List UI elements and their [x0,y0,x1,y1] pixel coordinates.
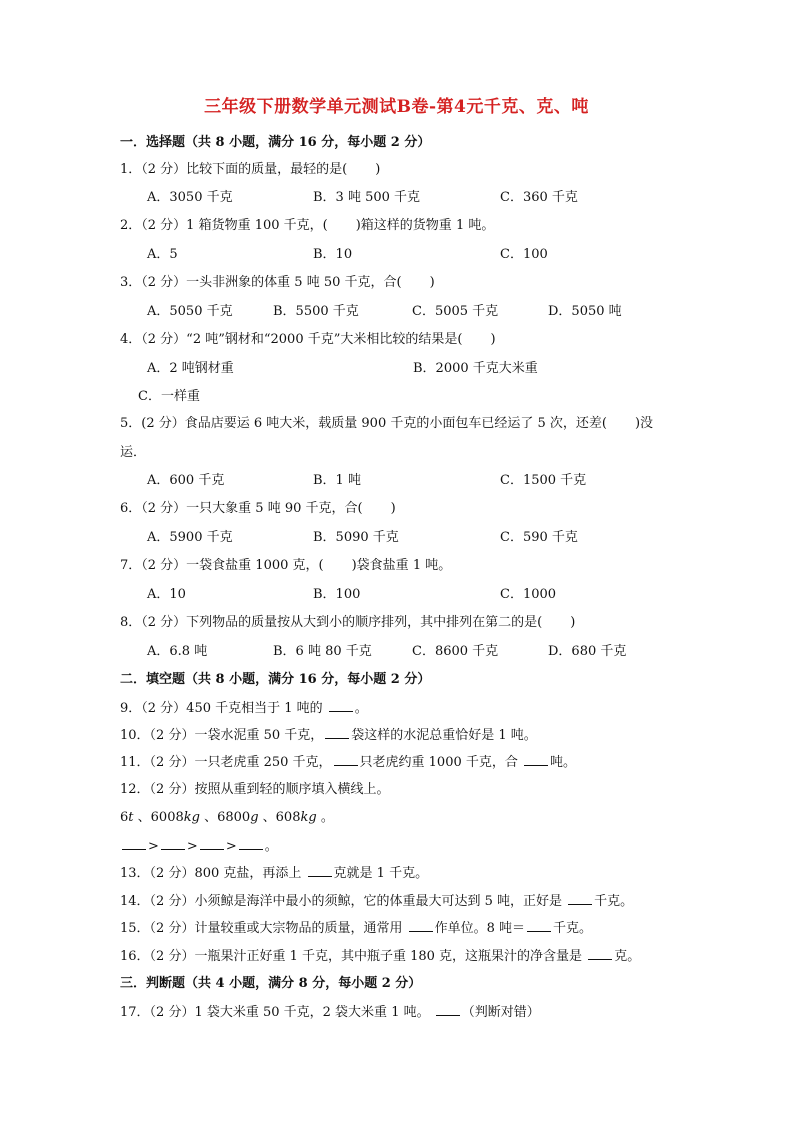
question-text: 作单位。8 吨＝ [434,921,525,936]
question-7 [120,557,451,575]
answer-blank[interactable] [436,1003,460,1016]
question-text: ) [375,162,381,177]
question-17 [120,1003,540,1022]
question-text: ) [390,501,396,516]
question-14 [120,892,633,911]
question-text: 10．（2 分）一袋水泥重 50 千克， [120,728,324,743]
answer-blank[interactable] [239,837,263,850]
question-text: 袋这样的水泥总重恰好是 1 吨。 [351,728,537,743]
question-text: 。 [354,701,368,716]
question-text: 4．（2 分）“2 吨”钢材和“2000 千克”大米相比较的结果是( [120,332,463,347]
question-16 [120,947,640,966]
option-c: C．5005 千克 [412,304,499,319]
question-text: 14．（2 分）小须鲸是海洋中最小的须鲸，它的体重最大可达到 5 吨，正好是 [120,894,562,909]
answer-blank[interactable] [524,753,548,766]
answer-blank[interactable] [329,699,353,712]
question-5-continued: 运． [120,445,147,460]
option-d: D．5050 吨 [548,304,622,319]
question-11 [120,753,576,772]
option-b: B．6 吨 80 千克 [273,644,372,659]
option-c: C．100 [500,247,548,262]
option-b: B．5500 千克 [273,304,359,319]
question-text: ) [429,275,435,290]
option-c: C．360 千克 [500,190,578,205]
question-13 [120,864,428,883]
question-15 [120,919,592,938]
answer-blank[interactable] [325,726,349,739]
option-c: C．590 千克 [500,530,578,545]
question-text: )箱这样的货物重 1 吨。 [355,218,495,233]
answer-blank[interactable] [200,837,224,850]
answer-blank[interactable] [334,753,358,766]
question-2 [120,217,494,235]
answer-blank[interactable] [588,947,612,960]
question-text: 5．(2 分）食品店要运 6 吨大米，载质量 900 千克的小面包车已经运了 5 次，还差( [120,416,607,431]
question-text: 7．（2 分）一袋食盐重 1000 克，( [120,558,324,573]
option-a: A．3050 千克 [147,190,233,205]
question-text: 17．（2 分）1 袋大米重 50 千克，2 袋大米重 1 吨。 [120,1005,430,1020]
option-b: B．10 [313,247,353,262]
greater-than: > [225,839,237,854]
option-c: C．8600 千克 [412,644,499,659]
question-4 [120,331,496,349]
answer-blank[interactable] [122,837,146,850]
section-heading-choice: 一．选择题（共 8 小题，满分 16 分，每小题 2 分） [120,135,431,150]
option-a: A．5 [147,247,178,262]
question-text: 3．（2 分）一头非洲象的体重 5 吨 50 千克，合( [120,275,402,290]
option-a: A．5900 千克 [147,530,233,545]
unit-text: kg [183,810,200,825]
option-c: C．1500 千克 [500,473,587,488]
question-text: 1．（2 分）比较下面的质量，最轻的是( [120,162,348,177]
question-text: 克。 [614,949,641,964]
question-6 [120,500,396,518]
question-text: 克就是 1 千克。 [333,866,429,881]
question-3 [120,274,435,292]
question-10 [120,726,537,745]
question-text: 13．（2 分）800 克盐，再添上 [120,866,302,881]
option-b: B．1 吨 [313,473,361,488]
option-b: B．5090 千克 [313,530,399,545]
value-text: 6 [120,810,129,825]
question-text: )没 [634,416,654,431]
question-text: 6．（2 分）一只大象重 5 吨 90 千克，合( [120,501,363,516]
section-heading-fill: 二．填空题（共 8 小题，满分 16 分，每小题 2 分） [120,672,431,687]
question-5 [120,415,653,433]
option-b: B．3 吨 500 千克 [313,190,421,205]
value-text: 。 [320,810,334,825]
option-b: B．2000 千克大米重 [413,361,538,376]
option-a: A．5050 千克 [147,304,233,319]
question-12-blanks [120,837,278,856]
greater-than: > [148,839,159,854]
option-a: A．600 千克 [147,473,225,488]
option-c: C．1000 [500,587,557,602]
question-text: 16．（2 分）一瓶果汁正好重 1 千克，其中瓶子重 180 克，这瓶果汁的净含量是 [120,949,583,964]
question-12-values [120,809,334,827]
value-text: 、6008 [137,810,184,825]
question-text: 吨。 [550,755,577,770]
value-text: 、6800 [204,810,251,825]
question-text: ) [490,332,496,347]
option-a: A．6.8 吨 [147,644,208,659]
question-1 [120,161,380,179]
question-text: )袋食盐重 1 吨。 [351,558,452,573]
answer-blank[interactable] [568,892,592,905]
page-title: 三年级下册数学单元测试B卷-第4元千克、克、吨 [204,97,589,117]
answer-blank[interactable] [308,864,332,877]
question-9 [120,699,368,718]
question-text: （判断对错） [461,1005,540,1020]
answer-blank[interactable] [527,919,551,932]
option-d: D．680 千克 [548,644,627,659]
option-b: B．100 [313,587,361,602]
question-12: 12．（2 分）按照从重到轻的顺序填入横线上。 [120,782,390,797]
question-text: 8．（2 分）下列物品的质量按从大到小的顺序排列，其中排列在第二的是( [120,615,543,630]
option-a: A．10 [147,587,186,602]
question-text: 9．（2 分）450 千克相当于 1 吨的 [120,701,323,716]
unit-text: kg [300,810,317,825]
section-heading-judge: 三．判断题（共 4 小题，满分 8 分，每小题 2 分） [120,976,422,991]
option-c: C．一样重 [138,389,200,404]
answer-blank[interactable] [409,919,433,932]
question-text: ) [570,615,576,630]
question-text: 15．（2 分）计量较重或大宗物品的质量，通常用 [120,921,403,936]
value-text: 、608 [262,810,301,825]
stop-mark: 。 [264,839,278,854]
unit-text: t [128,810,134,825]
greater-than: > [186,839,198,854]
question-text: 11．（2 分）一只老虎重 250 千克， [120,755,332,770]
question-8 [120,614,575,632]
unit-text: g [250,810,259,825]
option-a: A．2 吨钢材重 [147,361,234,376]
answer-blank[interactable] [161,837,185,850]
question-text: 只老虎约重 1000 千克，合 [359,755,518,770]
question-text: 千克。 [594,894,634,909]
question-text: 千克。 [553,921,593,936]
question-text: 2．（2 分）1 箱货物重 100 千克，( [120,218,328,233]
